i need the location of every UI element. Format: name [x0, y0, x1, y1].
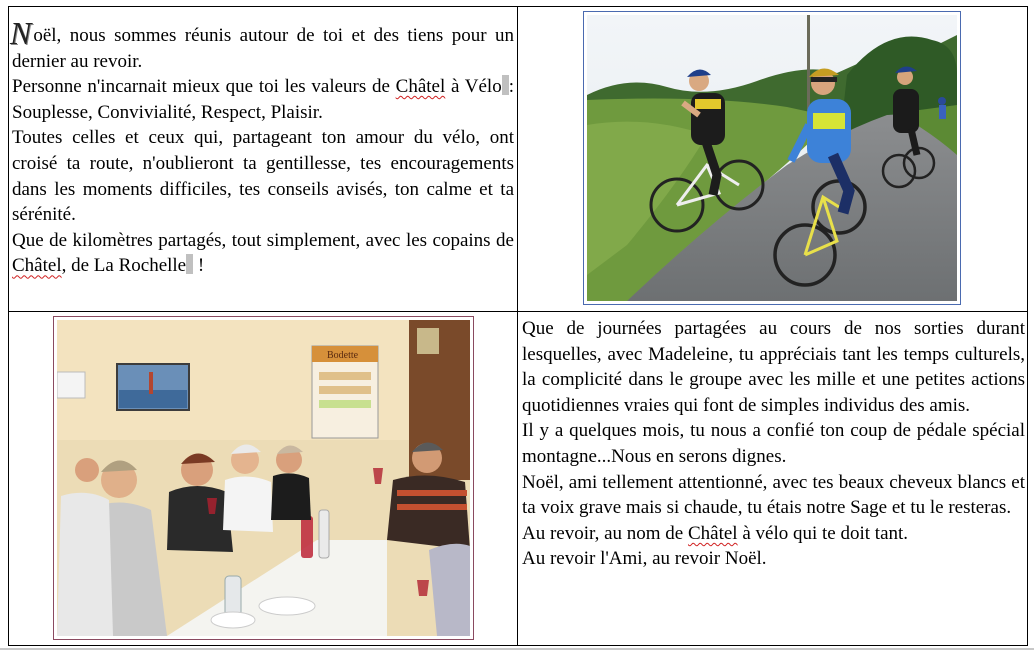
paragraph-9: Au revoir l'Ami, au revoir Noël.: [522, 548, 767, 570]
paragraph-4-text-c: !: [193, 255, 205, 277]
text-cursor: [502, 75, 509, 95]
paragraph-5: Que de journées partagées au cours de nos sorties durant lesquelles, avec Madeleine, tu appréciais tant les temps culturels, la complicité dans le groupe avec les mille et une petites actions quotidiennes vraies qui font de simples individus des amis.: [522, 318, 1025, 416]
dinner-photo-frame[interactable]: [53, 316, 474, 640]
paragraph-2-text-c: : Souplesse, Convivialité, Respect, Plaisir.: [12, 76, 514, 123]
spellcheck-word: Châtel: [395, 76, 446, 98]
paragraph-1: [10, 15, 514, 74]
paragraph-2-text-a: Personne n'incarnait mieux que toi les valeurs de: [12, 76, 396, 98]
paragraph-1-text: oël, nous sommes réunis autour de toi et des tiens pour un dernier au revoir.: [12, 25, 514, 72]
paragraph-6: Il y a quelques mois, tu nous a confié ton coup de pédale spécial montagne...Nous en serons dignes.: [522, 420, 1025, 467]
paragraph-3: Toutes celles et ceux qui, partageant ton amour du vélo, ont croisé ta route, n'oublieront ta gentillesse, tes encouragements dans les moments difficiles, tes conseils avisés, ton calme et ta sérénité.: [12, 127, 514, 226]
cyclists-photo-frame[interactable]: [583, 11, 961, 305]
paragraph-4-text-b: , de La Rochelle: [61, 255, 187, 277]
spellcheck-word: Châtel: [12, 255, 62, 277]
paragraph-2: [12, 74, 514, 125]
table-row-divider: [8, 311, 1028, 312]
paragraph-8: [522, 521, 1025, 547]
cyclists-photo-icon: [587, 15, 957, 301]
paragraph-2-velo: Vélo: [464, 76, 502, 98]
tribute-text-right[interactable]: [522, 316, 1025, 572]
cyclists-photo: [587, 15, 957, 301]
spellcheck-word: Châtel: [687, 522, 738, 544]
paragraph-2-text-b: à: [445, 76, 465, 98]
poster-label: Bodette: [327, 350, 359, 361]
tribute-text-left[interactable]: [10, 15, 514, 279]
paragraph-7: Noël, ami tellement attentionné, avec tes beaux cheveux blancs et ta voix grave mais si chaude, tu étais notre Sage et tu le resteras.: [522, 471, 1025, 519]
page-bottom-rule: [0, 648, 1034, 650]
paragraph-8-text-a: Au revoir, au nom de: [522, 522, 688, 544]
paragraph-8-text-b: à vélo qui te doit tant.: [737, 522, 909, 544]
dinner-photo: [57, 320, 470, 636]
dropcap-letter: N: [10, 15, 32, 51]
paragraph-4-text-a: Que de kilomètres partagés, tout simplement, avec les copains de: [12, 229, 514, 251]
table-column-divider: [517, 6, 518, 646]
dinner-photo-icon: [57, 320, 470, 636]
paragraph-4: [12, 228, 514, 279]
